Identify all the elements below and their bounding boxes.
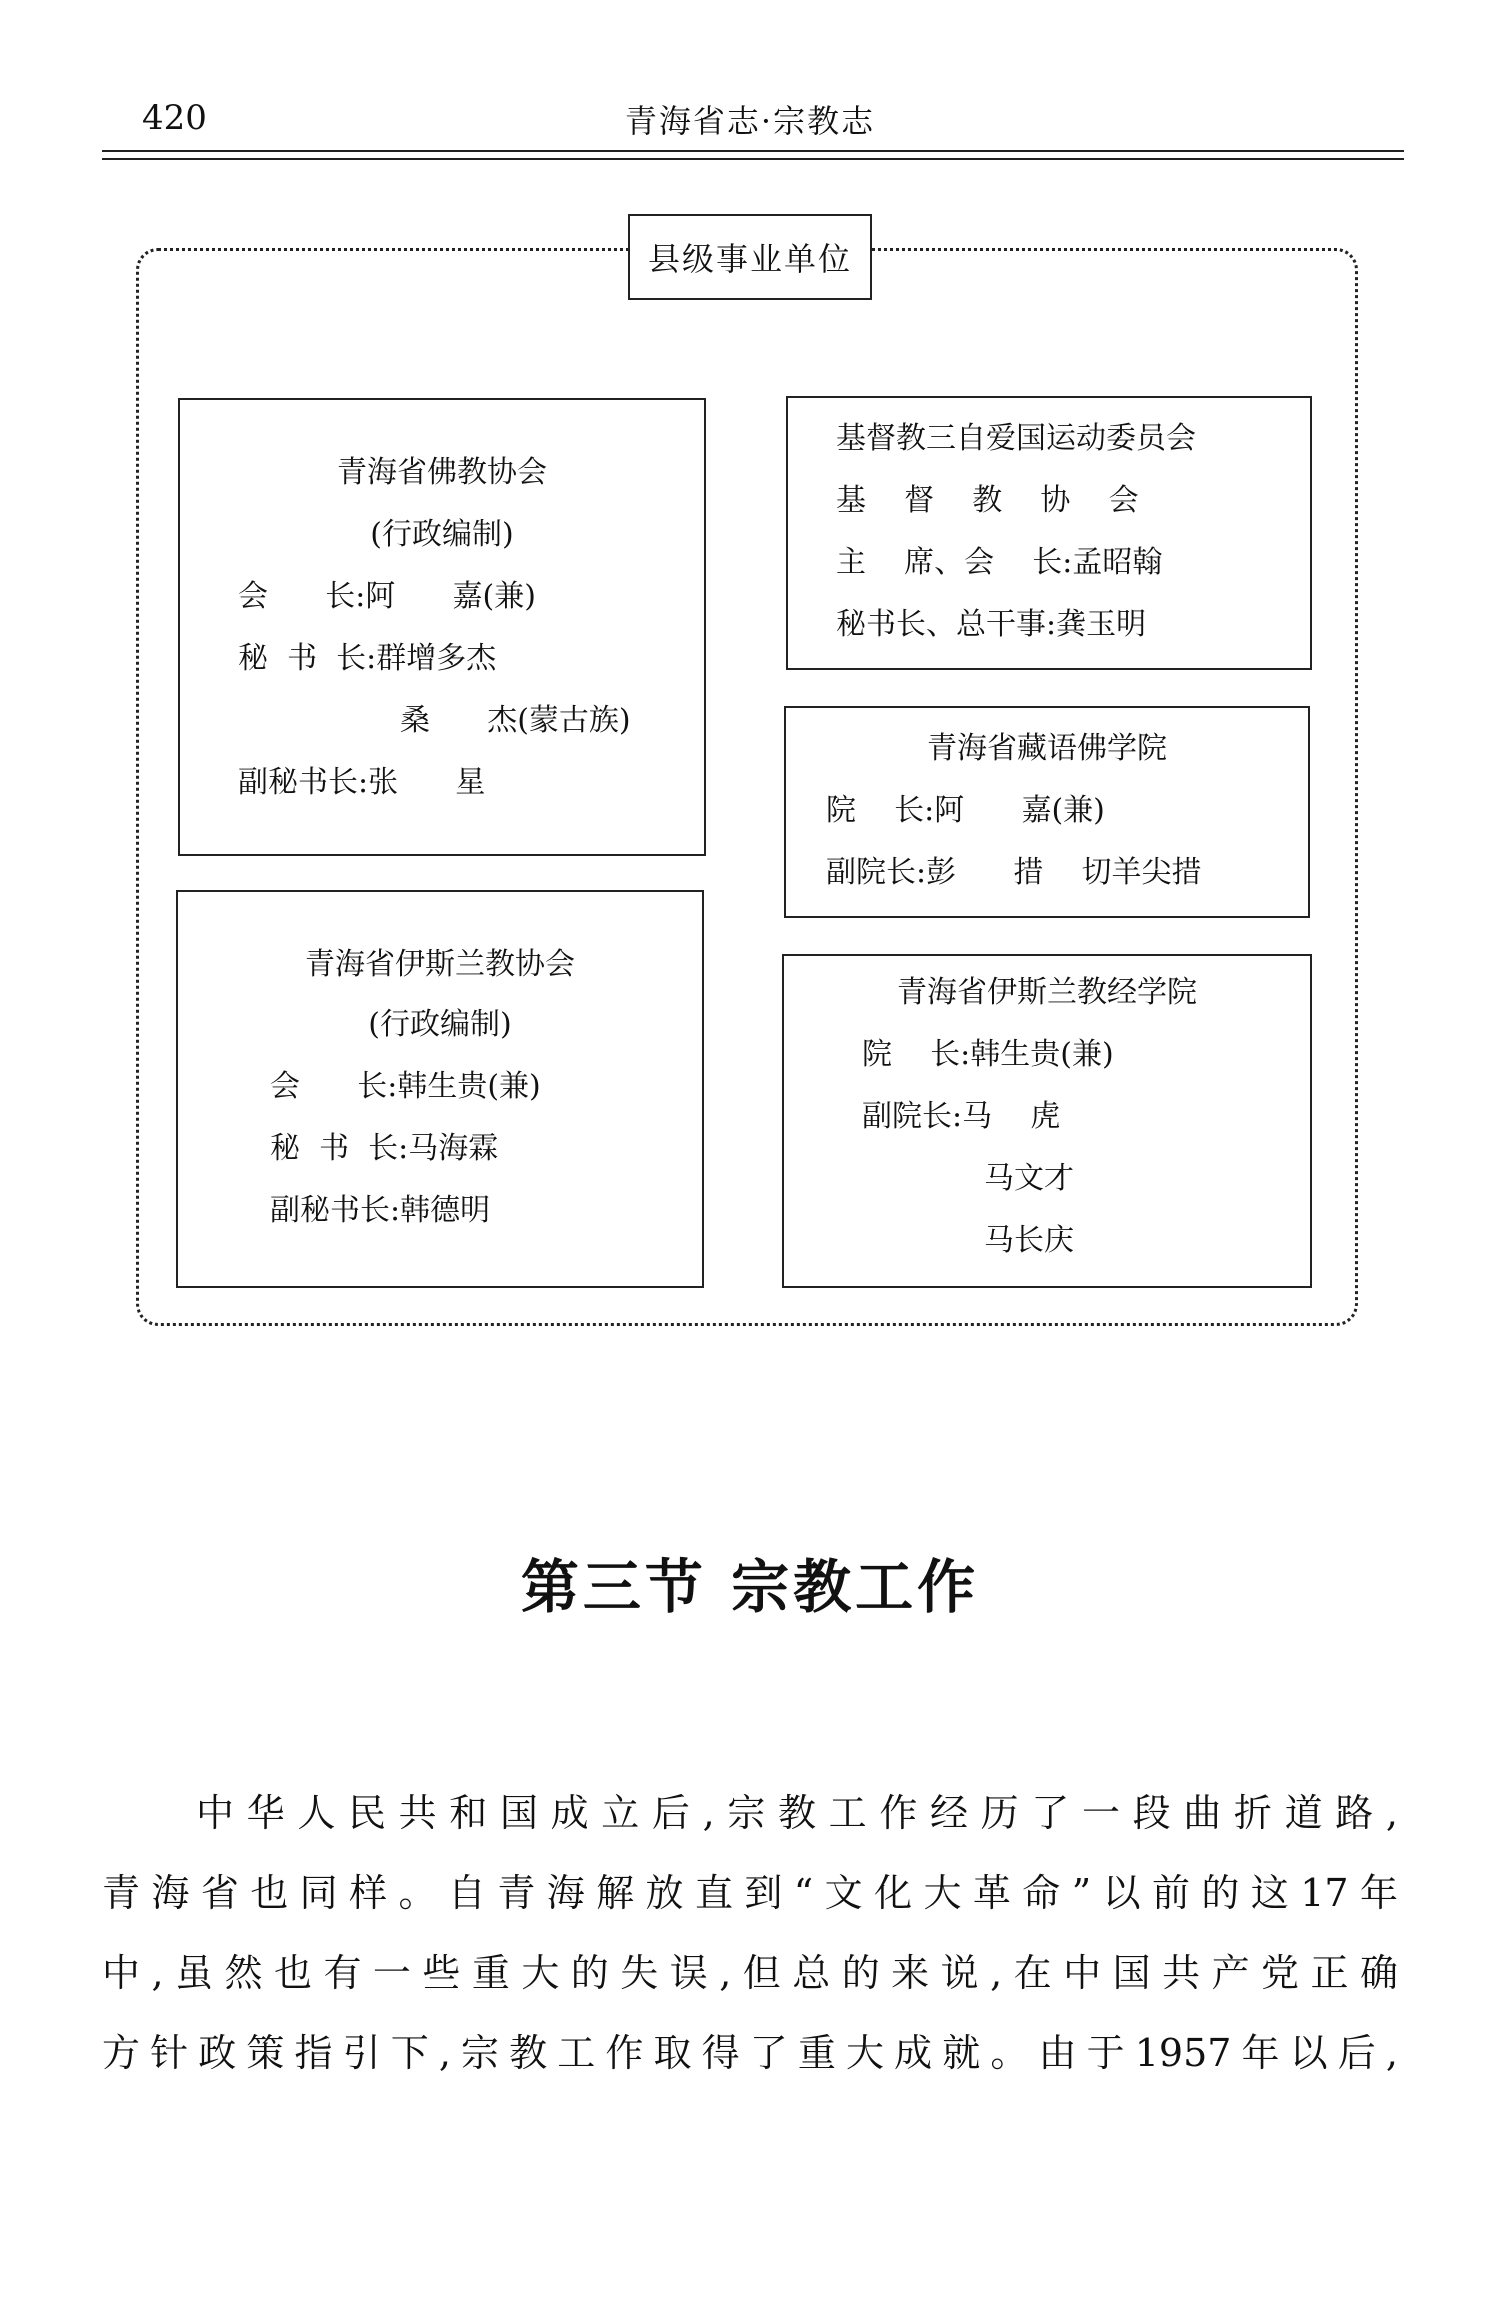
header-rule <box>102 150 1404 152</box>
running-title: 青海省志·宗教志 <box>624 102 876 140</box>
box-note: (行政编制) <box>368 1007 512 1042</box>
president-line: 会 长:阿 嘉(兼) <box>238 579 536 614</box>
box-note: (行政编制) <box>370 517 514 552</box>
islamic-college-box <box>782 954 1312 1288</box>
page-number: 420 <box>142 98 207 138</box>
secretary-general-line-2: 桑 杰(蒙古族) <box>400 703 631 738</box>
box-subtitle: 基 督 教 协 会 <box>836 483 1139 518</box>
box-title: 青海省伊斯兰教协会 <box>305 947 575 982</box>
deputy-secretary-line: 副秘书长:张 星 <box>238 765 486 800</box>
chair-line: 主 席、会 长:孟昭翰 <box>836 545 1163 580</box>
section-title: 第三节 宗教工作 <box>520 1553 980 1621</box>
president-line: 院 长:阿 嘉(兼) <box>826 793 1105 828</box>
body-text-line-4: 方针政策指引下,宗教工作取得了重大成就。由于1957年以后, <box>102 2031 1398 2075</box>
vice-president-line: 副院长:马 虎 <box>862 1099 1061 1134</box>
islamic-association-box <box>176 890 704 1288</box>
president-line: 会 长:韩生贵(兼) <box>270 1069 541 1104</box>
deputy-secretary-line: 副秘书长:韩德明 <box>270 1193 491 1228</box>
box-title: 青海省藏语佛学院 <box>927 731 1167 766</box>
frame-label: 县级事业单位 <box>628 214 872 300</box>
secretary-general-line: 秘 书 长:马海霖 <box>270 1131 499 1166</box>
box-title: 基督教三自爱国运动委员会 <box>836 421 1196 456</box>
buddhist-association-box <box>178 398 706 856</box>
vice-president-line: 副院长:彭 措 切羊尖措 <box>826 855 1202 890</box>
header-rule-double <box>102 158 1404 160</box>
box-title: 青海省佛教协会 <box>337 455 547 490</box>
vice-president-line-2: 马文才 <box>984 1161 1074 1196</box>
christian-committee-box <box>786 396 1312 670</box>
body-text-line-3: 中,虽然也有一些重大的失误,但总的来说,在中国共产党正确 <box>102 1951 1398 1995</box>
secretary-line: 秘书长、总干事:龚玉明 <box>836 607 1147 642</box>
president-line: 院 长:韩生贵(兼) <box>862 1037 1114 1072</box>
vice-president-line-3: 马长庆 <box>984 1223 1074 1258</box>
body-text-line-1: 中华人民共和国成立后,宗教工作经历了一段曲折道路, <box>196 1791 1398 1835</box>
secretary-general-line: 秘 书 长:群增多杰 <box>238 641 497 676</box>
tibetan-college-box <box>784 706 1310 918</box>
box-title: 青海省伊斯兰教经学院 <box>897 975 1197 1010</box>
body-text-line-2: 青海省也同样。自青海解放直到“文化大革命”以前的这17年 <box>102 1871 1398 1915</box>
